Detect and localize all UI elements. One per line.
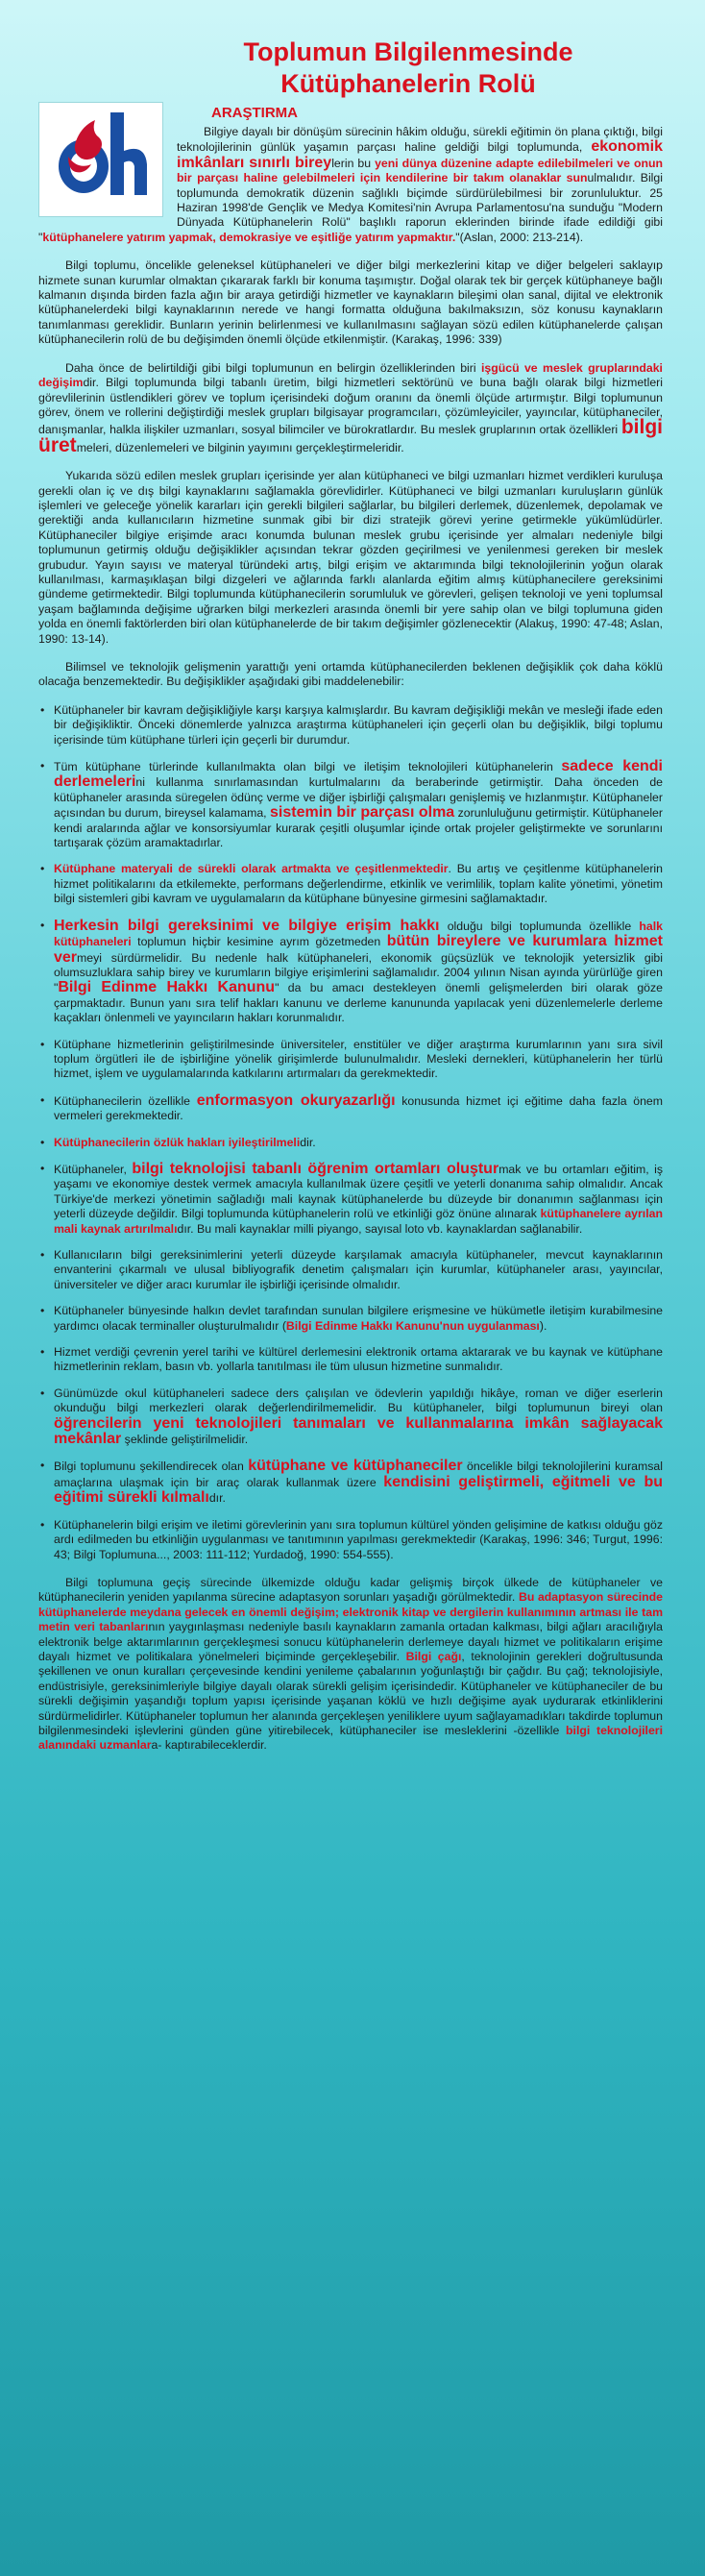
b12-text-b: şeklinde geliştirilmelidir. xyxy=(121,1433,249,1447)
b2-highlight-b: sistemin bir parçası olma xyxy=(270,804,455,822)
b4-highlight-a: Herkesin bilgi gereksinimi ve bilgiye erişim hakkı xyxy=(54,917,440,934)
b4-text-b: toplumun hiçbir kesimine ayrım gözetmeden xyxy=(131,935,387,949)
paragraph-2: Bilgi toplumu, öncelikle geleneksel kütüphaneleri ve diğer bilgi merkezlerini kitap ve diğer belgeleri saklayıp hizmete sunan kurumlar olmaktan çıkararak farklı bir konuma taşımıştır. Doğal olarak tek bir gerçek kütüphaneye bağlı kalmanın dışında birden fazla ağın bir araya getirdiği hizmetler ve kaynakların bileşimi olan sanal, dijital ve elektronik kütüphanelerdeki bilgi kaynaklarının nerede ve hangi formatta olduğuna bakılmaksızın, söz konusu kaynakların tanımlanması gereklidir. Bunların yerinin belirlenmesi ve kullanılmasını sağlayan sözü edilen kütüphanelerde çalışan kütüphanecilerin rolü de bu değişimden önemli ölçüde etkilenmiştir. (Karakaş, 1996: 339) xyxy=(38,258,663,347)
paragraph-4: Yukarıda sözü edilen meslek grupları içerisinde yer alan kütüphaneci ve bilgi uzmanları hizmet verdikleri kuruluşa gerekli olan iç ve dış bilgi kaynaklarını sağlamakla görevlidirler. Kütüphaneci ve bilgi uzmanları kuruluşların günlük işlemleri ve geleceğe yönelik kararları için gerekli bilgileri sağlarlar, bu bilgileri derlemek, düzenlemek, depolamak ve gerektiği anda kullanıcıların hizmetine sunmak gibi bir dizi stratejik görevi yerine getirmekle yükümlüdürler. Kütüphaneciler bilgiye erişimde aracı konumda bulunan meslek grubu içerisinde yer almaları nedeniyle bilgi toplumunun getirmiş olduğu değişiklikler açısından tekrar gözden geçirilmesi ve yenilenmesi gereken bir meslek grubudur. Yayın sayısı ve materyal türündeki artış, bilgi erişim ve aktarımında bilgi teknolojilerinin yoğun olarak kullanılması, karmaşıklaşan bilgi dizgeleri ve ağlarında farklı alanlarda eğitim almış kütüphanecilere gereksinimi gündeme getirmektedir. Bilgi toplumunda kütüphanecilerin sorumluluk ve görevleri, gelişen teknoloji ve yeni toplumsal yaşam bağlamında değişime uğrarken bilgi merkezleri arasında önemli bir yere sahip olan ve bilgi toplumuna giden yolda en önemli faktörlerden biri olan kütüphanelerde de bir takım değişimler gözlenecektir (Alakuş, 1990: 47-48; Aslan, 1990: 13-14). xyxy=(38,469,663,646)
list-item xyxy=(38,1304,663,1334)
b10-highlight-a: Bilgi Edinme Hakkı Kanunu'nun uygulanması xyxy=(285,1318,540,1333)
b3-text-a: . Bu artış ve çeşitlenme kütüphanelerin hizmet politikalarını da etkilemekte, performans değerlendirme, etkinlik ve verimlilik, toplam kalite yönetimi, yönetim bilgi sistemleri gibi kavram ve uygulamaların da kütüphane bünyesine girmesini sağlamaktadır. xyxy=(54,862,663,906)
list-item xyxy=(38,1386,663,1448)
b10-text-a: Kütüphaneler bünyesinde halkın devlet tarafından sunulan bilgilere erişmesine ve hükümetle iletişim kurabilmesine yardımcı olacak terminaller oluşturulmalıdır ( xyxy=(54,1304,663,1333)
dh-logo-icon xyxy=(38,102,163,217)
b13-text-b: öncelikle bilgi teknolojilerini kuramsal amaçlarına ulaşmak için bir araç olarak kullanmak üzere xyxy=(54,1460,663,1489)
b8-highlight-a: bilgi teknolojisi tabanlı öğrenim ortamları oluştur xyxy=(132,1160,499,1177)
b6-highlight-a: enformasyon okuryazarlığı xyxy=(196,1092,396,1109)
b4-text-c: meyi sürdürmelidir. Bu nedenle halk kütüphaneleri, ekonomik güçsüzlük ve teknolojik yetersizlik gibi olumsuzluklara sahip birey ve kurumların bilgiye erişimlerini sağlamalıdır. 2004 yılının Nisan ayında yürürlüğe giren " xyxy=(54,950,663,995)
b4-highlight-c: bütün bireylere ve kurumlara hizmet ver xyxy=(54,933,664,966)
b6-text-b: konusunda hizmet içi eğitime daha fazla önem vermeleri gerekmektedir. xyxy=(54,1093,663,1123)
p6-highlight-a: Bu adaptasyon sürecinde kütüphanelerde meydana gelecek en önemli değişim; elektronik kitap ve dergilerin kullanımının artması ile tam metin veri tabanları xyxy=(38,1590,663,1634)
p3-highlight-b: bilgi üret xyxy=(38,416,663,456)
p3-text-c: meleri, düzenlemeleri ve bilginin yayımını gerçekleştirmeleridir. xyxy=(76,440,404,454)
dh-logo-graphic xyxy=(39,103,162,216)
b2-text-c: zorunluluğunu getirmiştir. Kütüphaneler kendi aralarında ağlar ve konsorsiyumlar kurarak çeşitli oluşumlar içinde ortak projeler geliştirmekte ve sorunlarını tartışarak çözüm aramaktadırlar. xyxy=(54,806,663,850)
p3-text-b: dir. Bilgi toplumunda bilgi tabanlı üretim, bilgi hizmetleri sektörünü ve buna bağlı olarak bilgi hizmetleri görevlilerinin üstlendikleri görev ve toplum içerisindeki doğum oranını da önemli ölçüde artırmıştır. Bilgi toplumunun görev, önem ve rollerini değiştirdiği meslek grupları bilgisayar programcıları, çözümleyiciler, yayıncılar, kütüphaneciler, danışmanlar, halkla ilişkiler uzmanları, sosyal bilimciler ve bürokratlardır. Bu meslek gruplarının ortak özellikleri xyxy=(38,376,663,437)
p6-highlight-b: Bilgi çağı xyxy=(405,1649,462,1663)
b4-highlight-b: halk kütüphaneleri xyxy=(54,919,664,949)
list-item xyxy=(38,1136,663,1150)
list-item xyxy=(38,1459,663,1506)
p1-text-d: "(Aslan, 2000: 213-214). xyxy=(455,230,584,244)
b8-text-c: dır. Bu mali kaynaklar milli piyango, sayısal loto vb. kaynaklardan sağlanabilir. xyxy=(177,1221,583,1236)
b8-text-b: mak ve bu ortamları eğitim, iş yaşamı ve ekonomiye destek vermek amacıyla kullanılmak üzere çeşitli ve yeterli donanıma sahip olmalıdır. Ancak Türkiye'de merkezi yönetimin sağladığı mali kaynak kütüphanelerde bu düzeyde bir donanımın sağlanması için yeterli düzeyde değildir. Bilgi toplumunda kütüphanelerin rolü ve etkinliği göz önüne alınarak xyxy=(54,1162,663,1221)
list-item: • Kütüphane hizmetlerinin geliştirilmesinde üniversiteler, enstitüler ve diğer araştırma kurumlarının yanı sıra sivil toplum örgütleri ile de işbirliğine yönelik girişimlerde bulunulmalıdır. Mesleki dernekleri, kütüphanelerin her türlü hizmet, işlem ve uygulamalarında katkılarını artırmaları da gerekmektedir. xyxy=(38,1038,663,1082)
b12-highlight-a: öğrencilerin yeni teknolojileri tanımaları ve kullanmalarına imkân sağlayacak mekânlar xyxy=(54,1414,663,1448)
p1-highlight-c: kütüphanelere yatırım yapmak, demokrasiye ve eşitliğe yatırım yapmaktır. xyxy=(42,230,456,244)
b13-highlight-a: kütüphane ve kütüphaneciler xyxy=(248,1458,463,1475)
title-line-2: Kütüphanelerin Rolü xyxy=(280,69,536,98)
p1-text-a: Bilgiye dayalı bir dönüşüm sürecinin hâkim olduğu, sürekli eğitimin ön plana çıktığı, bilgi teknolojilerinin günlük yaşamın parçası haline geldiği bilgi toplumunda, xyxy=(177,125,663,155)
p1-text-b: lerin bu xyxy=(331,156,376,170)
p6-text-d: a- kaptırabileceklerdir. xyxy=(151,1738,267,1753)
b4-text-a: olduğu bilgi toplumunda özellikle xyxy=(439,919,640,933)
b13-text-a: Bilgi toplumunu şekillendirecek olan xyxy=(54,1460,249,1474)
changes-list xyxy=(38,703,663,1562)
b12-text-a: Günümüzde okul kütüphaneleri sadece ders çalışılan ve ödevlerin yapıldığı hikâye, roman ve diğer eserlerin okunduğu bilgi merkezleri olarak değerlendirilmemelidir. Bu kütüphaneler, bilgi toplumunun bireyi olan xyxy=(54,1386,663,1415)
p3-highlight-a: işgücü ve meslek gruplarındaki değişim xyxy=(38,360,663,390)
p6-text-b: nın yaygınlaşması nedeniyle basılı kaynakların zamanla ortadan kalkması, bilgi ağları aracılığıyla elektronik belge aktarımlarının gerçekleşmesi sonucu kütüphanelerin derlemeye dayalı hizmet ve politikaların erişime dayalı hizmet ve politikalara yönelmeleri biçiminde gerçekleşebilir. xyxy=(38,1620,663,1663)
p6-highlight-c: bilgi teknolojileri alanındaki uzmanlar xyxy=(38,1723,664,1753)
p1-highlight-b: yeni dünya düzenine adapte edilebilmeleri ve onun bir parçası haline gelebilmeleri için kendilerine bir takım olanaklar sun xyxy=(177,156,664,185)
b7-highlight-a: Kütüphanecilerin özlük hakları iyileştirilmeli xyxy=(54,1135,301,1149)
b3-highlight-a: Kütüphane materyali de sürekli olarak artmakta ve çeşitlenmektedir xyxy=(54,862,449,876)
b13-highlight-b: kendisini geliştirmeli, eğitmeli ve bu eğitimi sürekli kılmalı xyxy=(54,1473,663,1507)
b13-text-c: dır. xyxy=(208,1491,226,1506)
title-line-1: Toplumun Bilgilenmesinde xyxy=(243,37,573,66)
list-item xyxy=(38,1162,663,1237)
list-item: • Kullanıcıların bilgi gereksinimlerini yeterli düzeyde karşılamak amacıyla kütüphaneler, mevcut kaynaklarının envanterini çıkarmalı ve ulusal bibliyografik denetim çalışmaları için kurumlar, kütüphaneler arası, yayıncılar, üniversiteler ve diğer aracı kurumlar ile işbirliği içerisinde olmalıdır. xyxy=(38,1248,663,1292)
p6-text-c: , teknolojinin gerekleri doğrultusunda şekillenen ve onun kuralları çerçevesinde kendini yenileme çabalarının yoğunlaştığı bir çağdır. Bu çağ; teknolojisiyle, endüstrisiyle, gereksinimleriyle bilgiye dayalı olarak sürekli gelişim içerisindedir. Kütüphaneler ve kütüphaneciler de bu sürekli değişimin yaşandığı toplum yapısı içerisinde yaşanan köklü ve hızlı değişime ayak uydurarak etkinliklerini sürdürmelidirler. Kütüphaneler toplumun her alanında gerçekleşen yeniliklere uyum sağlayamadıkları takdirde toplumun bilgilenmesindeki işlevlerini günden güne yitirebilecek, kütüphaneciler ise mesleklerini -özellikle xyxy=(38,1649,663,1737)
b4-text-d: " da bu amacı destekleyen önemli gelişmelerden biri olarak göze çarpmaktadır. Bunun yanı sıra telif hakları kanunu ve derleme kanununda yapılacak yeni düzenlemelerle derleme kaçakları önlenmeli ve yayıncıların hakları korunmalıdır. xyxy=(54,981,663,1025)
b4-highlight-d: Bilgi Edinme Hakkı Kanunu xyxy=(58,979,276,996)
b2-highlight-a: sadece kendi derlemeleri xyxy=(54,758,664,791)
paragraph-6 xyxy=(38,1576,663,1754)
b10-text-b: ). xyxy=(539,1318,547,1333)
list-item xyxy=(38,759,663,850)
paragraph-5: Bilimsel ve teknolojik gelişmenin yarattığı yeni ortamda kütüphanecilerden beklenen değişiklik çok daha köklü olacağa benzemektedir. Bu değişiklikler aşağıdaki gibi maddelenebilir: xyxy=(38,660,663,689)
b8-highlight-b: kütüphanelere ayrılan mali kaynak artırılmalı xyxy=(54,1207,663,1236)
paragraph-3 xyxy=(38,361,663,455)
poster-title xyxy=(38,37,663,100)
list-item xyxy=(38,919,663,1026)
list-item xyxy=(38,862,663,906)
p1-highlight-a: ekonomik imkânları sınırlı birey xyxy=(177,138,663,171)
p3-text-a: Daha önce de belirtildiği gibi bilgi toplumunun en belirgin özelliklerinden biri xyxy=(65,360,481,375)
p1-text-c: ulmalıdır. Bilgi toplumunda demokratik düzenin sağlıklı biçimde sürdürülebilmesi bir zorunluluktur. 25 Haziran 1998'de Gençlik ve Medya Komitesi'nin Avrupa Parlamentosu'na sunduğu "Modern Dünyada Kütüphanelerin Rolü" başlıklı raporun eklerinden birinde ifade edildiği gibi " xyxy=(38,171,663,244)
b2-text-b: ni kullanma sınırlamasından kurtulmalarını da beraberinde getirmiştir. Daha önceden de kütüphaneler arasında süregelen ödünç verme ve diğer işbirliği çalışmaları genişlemiş ve hızlanmıştır. Kütüphaneler açısından bu durum, bireysel kalamama, xyxy=(54,775,663,821)
b2-text-a: Tüm kütüphane türlerinde kullanılmakta olan bilgi ve iletişim teknolojileri kütüphanelerin xyxy=(54,760,562,774)
list-item: • Kütüphaneler bir kavram değişikliğiyle karşı karşıya kalmışlardır. Bu kavram değişikliği mekân ve mesleği ifade eden bir değişikliktir. Önceki dönemlerde yalnızca araştırma kütüphaneleri için geçerli olan bu değişiklik, bilgi toplumu içerisinde tüm kütüphane türleri için geçerli bir durumdur. xyxy=(38,703,663,748)
list-item: • Kütüphanelerin bilgi erişim ve iletimi görevlerinin yanı sıra toplumun kültürel yönden gelişimine de katkısı olduğu göz ardı edilmeden bu etkinliğin uygulanması ve tanıtımının yapılması gerekmektedir (Karakaş, 1996: 346; Turgut, 1996: 43; Bilgi Toplumuna..., 2003: 111-112; Yurdadoğ, 1990: 554-555). xyxy=(38,1518,663,1562)
b8-text-a: Kütüphaneler, xyxy=(54,1162,133,1176)
b7-text-a: dir. xyxy=(300,1135,316,1149)
b6-text-a: Kütüphanecilerin özellikle xyxy=(54,1093,197,1108)
section-label: ARAŞTIRMA xyxy=(211,105,298,121)
p6-text-a: Bilgi toplumuna geçiş sürecinde ülkemizde olduğu kadar gelişmiş birçok ülkede de kütüphaneler ve kütüphanecilerin yeniden yapılanma sürecine adaptasyon sorunları yaşadığı görülmektedir. xyxy=(38,1575,663,1605)
list-item: • Hizmet verdiği çevrenin yerel tarihi ve kültürel derlemesini elektronik ortama aktararak ve bu kaynak ve kütüphane hizmetlerinin reklam, basın vb. yollarla tanıtılması ile tüm ulusun hizmetine sunmalıdır. xyxy=(38,1345,663,1375)
list-item xyxy=(38,1093,663,1124)
